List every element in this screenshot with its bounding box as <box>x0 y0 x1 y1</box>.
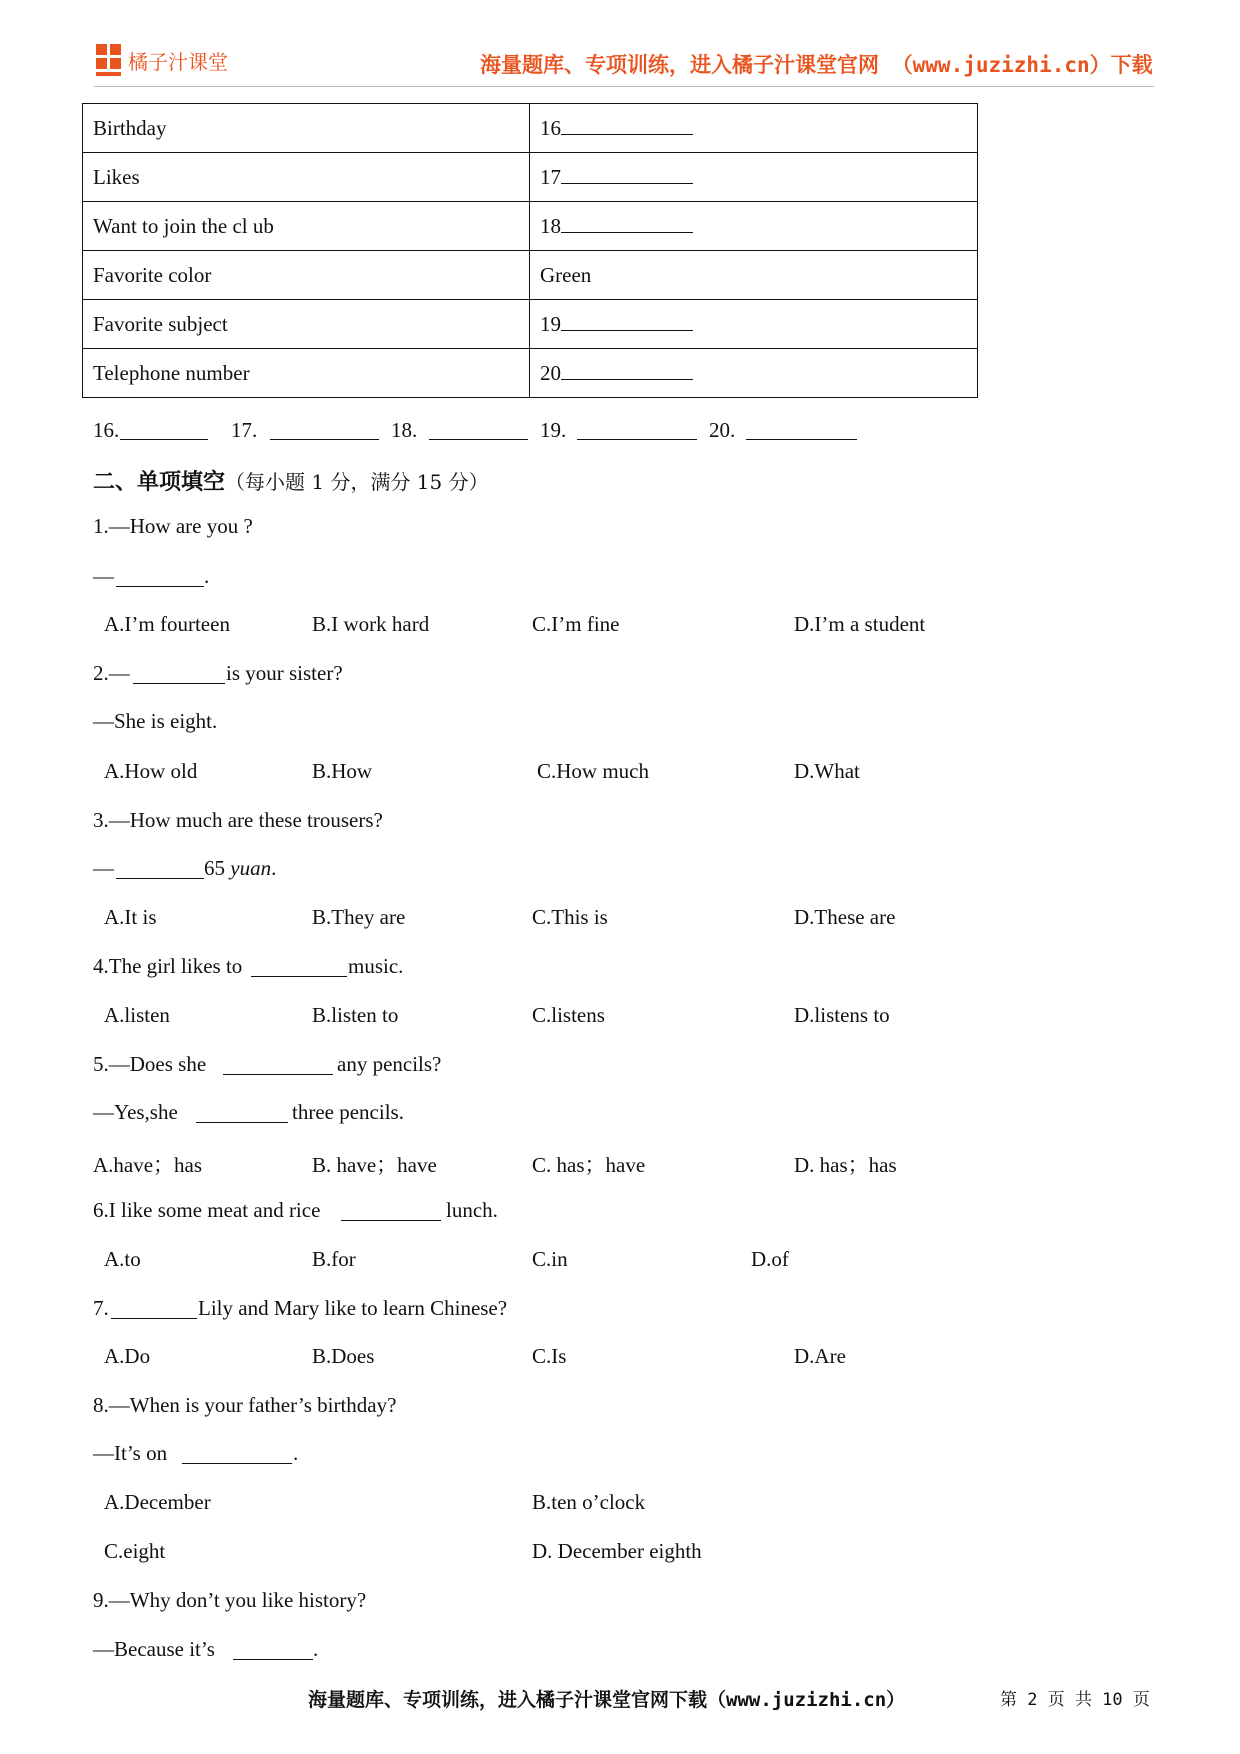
option-b[interactable]: B.I work hard <box>312 612 430 636</box>
logo-square <box>96 72 121 76</box>
table-row <box>83 349 978 398</box>
option-b[interactable]: B.ten o’clock <box>532 1490 646 1514</box>
table-cell-label: Likes <box>83 153 530 202</box>
table-cell-value: 16 <box>530 104 978 153</box>
answer-blank[interactable] <box>251 975 347 977</box>
answer-label: 17. <box>231 418 258 442</box>
reply-prefix: —Yes,she <box>93 1100 178 1124</box>
table-row <box>83 251 978 300</box>
table-cell-label: Birthday <box>83 104 530 153</box>
option-b[interactable]: B.They are <box>312 905 406 929</box>
reply-end: . <box>293 1441 299 1465</box>
question-stem: 8.—When is your father’s birthday? <box>93 1393 397 1417</box>
logo-text: 橘子汁课堂 <box>128 50 228 74</box>
option-a[interactable]: A.How old <box>104 759 198 783</box>
option-d[interactable]: D. has；has <box>794 1153 897 1177</box>
section-title: 二、单项填空 <box>93 470 226 495</box>
option-a[interactable]: A.listen <box>104 1003 170 1027</box>
question-suffix: lunch. <box>446 1198 498 1222</box>
question-prefix: 5.—Does she <box>93 1052 207 1076</box>
answer-label: 18. <box>391 418 418 442</box>
header-divider <box>94 86 1154 87</box>
option-a[interactable]: A.Do <box>104 1344 151 1368</box>
question-suffix: music. <box>348 954 404 978</box>
answer-blank[interactable] <box>182 1462 292 1464</box>
table-cell-value: 18 <box>530 202 978 251</box>
question-suffix: is your sister? <box>226 661 343 685</box>
option-d[interactable]: D.I’m a student <box>794 612 926 636</box>
question-prefix: 2.— <box>93 661 130 685</box>
table-cell-value: 19 <box>530 300 978 349</box>
option-d[interactable]: D.Are <box>794 1344 846 1368</box>
option-d[interactable]: D. December eighth <box>532 1539 702 1563</box>
question-stem: 9.—Why don’t you like history? <box>93 1588 367 1612</box>
option-b[interactable]: B.for <box>312 1247 356 1271</box>
option-c[interactable]: C.This is <box>532 905 608 929</box>
question-prefix: 7. <box>93 1296 109 1320</box>
table-row <box>83 300 978 349</box>
option-a[interactable]: A.December <box>104 1490 211 1514</box>
section-note: （每小题 1 分，满分 15 分） <box>225 470 489 494</box>
reply-end: . <box>313 1637 319 1661</box>
option-c[interactable]: C.Is <box>532 1344 567 1368</box>
option-c[interactable]: C. has；have <box>532 1153 646 1177</box>
table-row <box>83 202 978 251</box>
reply-prefix: —It’s on <box>93 1441 168 1465</box>
answer-blank[interactable] <box>746 438 857 440</box>
table-cell-label: Want to join the cl ub <box>83 202 530 251</box>
option-c[interactable]: C.How much <box>537 759 649 783</box>
option-a[interactable]: A.to <box>104 1247 141 1271</box>
answer-label: 16. <box>93 418 120 442</box>
answer-blank[interactable] <box>133 682 225 684</box>
reply-end: . <box>204 564 210 588</box>
question-suffix: Lily and Mary like to learn Chinese? <box>198 1296 508 1320</box>
option-a[interactable]: A.It is <box>104 905 157 929</box>
question-prefix: 4.The girl likes to <box>93 954 243 978</box>
option-c[interactable]: C.eight <box>104 1539 166 1563</box>
option-b[interactable]: B.How <box>312 759 373 783</box>
table-cell-label: Favorite color <box>83 251 530 300</box>
answer-blank[interactable] <box>270 438 379 440</box>
table-row <box>83 153 978 202</box>
logo-square <box>96 58 107 69</box>
reply-suffix: three pencils. <box>292 1100 404 1124</box>
option-d[interactable]: D.listens to <box>794 1003 890 1027</box>
option-a[interactable]: A.I’m fourteen <box>104 612 230 636</box>
table-cell-value: 20 <box>530 349 978 398</box>
table-row <box>83 104 978 153</box>
section-heading <box>93 465 489 496</box>
answer-label: 19. <box>540 418 567 442</box>
option-d[interactable]: D.What <box>794 759 860 783</box>
table-cell-label: Telephone number <box>83 349 530 398</box>
question-stem: 3.—How much are these trousers? <box>93 808 383 832</box>
option-a[interactable]: A.have；has <box>93 1153 203 1177</box>
question-suffix: any pencils? <box>337 1052 442 1076</box>
question-stem: 1.—How are you ? <box>93 514 253 538</box>
reply-rest: 65 yuan. <box>204 856 277 880</box>
answer-blank[interactable] <box>429 438 528 440</box>
reply-prefix: —Because it’s <box>93 1637 215 1661</box>
logo-square <box>96 44 107 55</box>
option-d[interactable]: D.of <box>751 1247 789 1271</box>
answer-blank[interactable] <box>120 438 208 440</box>
option-d[interactable]: D.These are <box>794 905 896 929</box>
option-b[interactable]: B.listen to <box>312 1003 399 1027</box>
answer-blank[interactable] <box>196 1121 288 1123</box>
option-b[interactable]: B. have；have <box>312 1153 437 1177</box>
answer-blank[interactable] <box>111 1317 197 1319</box>
question-prefix: 6.I like some meat and rice <box>93 1198 321 1222</box>
table-cell-label: Favorite subject <box>83 300 530 349</box>
answer-blank[interactable] <box>233 1658 313 1660</box>
answer-blank[interactable] <box>116 585 204 587</box>
info-table <box>82 103 978 398</box>
page-number: 第 2 页 共 10 页 <box>1000 1690 1150 1710</box>
logo-square <box>110 44 121 55</box>
reply-dash: — <box>93 856 114 880</box>
answer-blank[interactable] <box>223 1073 333 1075</box>
header-link-text[interactable]: 海量题库、专项训练，进入橘子汁课堂官网 （www.juzizhi.cn）下载 <box>480 53 1153 77</box>
option-c[interactable]: C.I’m fine <box>532 612 620 636</box>
answer-blank[interactable] <box>577 438 697 440</box>
logo-square <box>110 58 121 69</box>
table-cell-value: 17 <box>530 153 978 202</box>
answer-blank[interactable] <box>341 1219 441 1221</box>
option-c[interactable]: C.listens <box>532 1003 605 1027</box>
option-b[interactable]: B.Does <box>312 1344 375 1368</box>
table-cell-value: Green <box>530 251 978 300</box>
reply-text: —She is eight. <box>93 709 218 733</box>
option-c[interactable]: C.in <box>532 1247 568 1271</box>
reply-dash: — <box>93 564 114 588</box>
footer-text[interactable]: 海量题库、专项训练，进入橘子汁课堂官网下载（www.juzizhi.cn） <box>308 1689 906 1711</box>
answer-blank[interactable] <box>116 877 204 879</box>
answer-label: 20. <box>709 418 736 442</box>
